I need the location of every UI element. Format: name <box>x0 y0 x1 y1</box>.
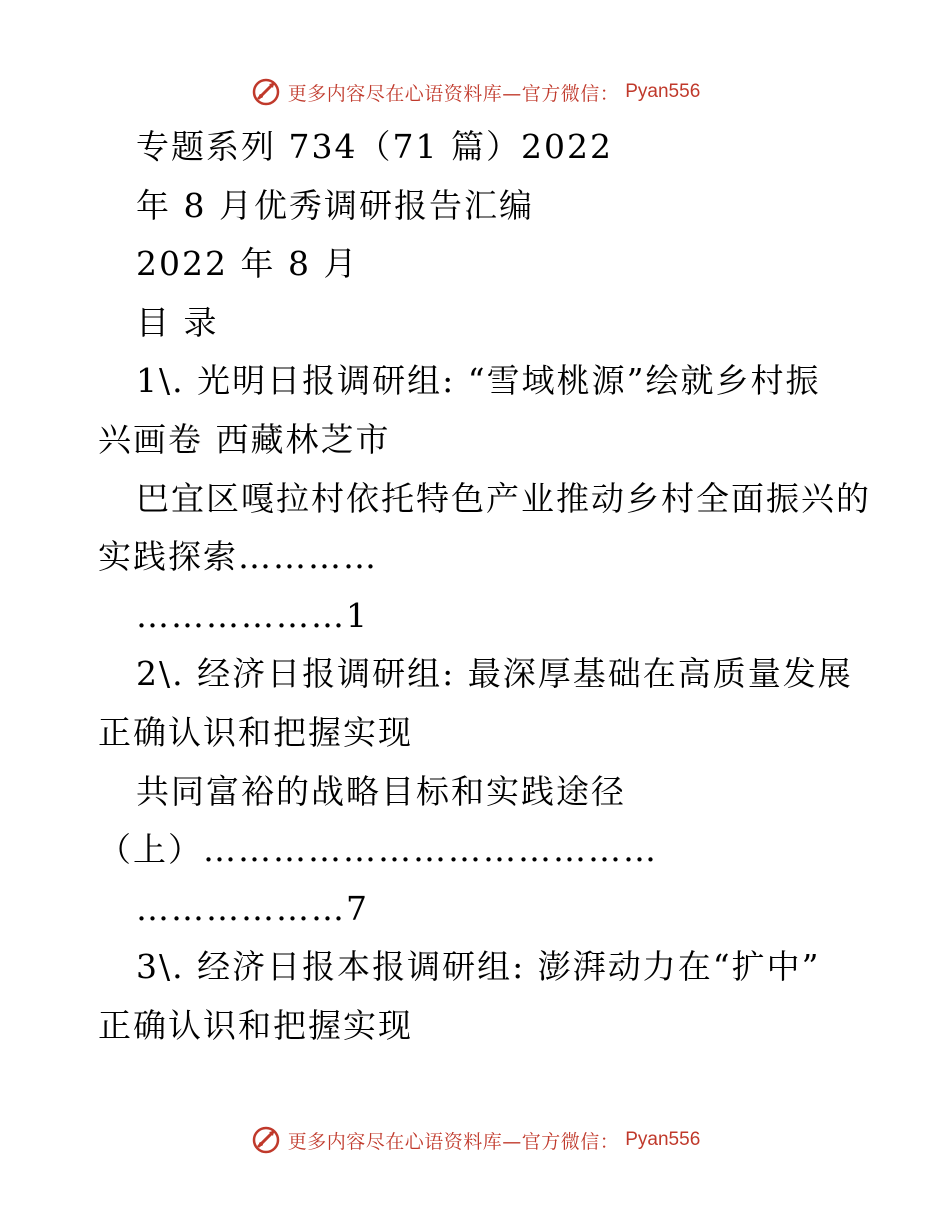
toc-entry-3-line-2: 正确认识和把握实现 <box>98 1005 413 1045</box>
toc-entry-2-line-4: （上）………………………………… <box>98 830 658 870</box>
watermark-text: 更多内容尽在心语资料库—官方微信： <box>287 82 620 105</box>
watermark-wechat-id: Pyan556 <box>625 1129 701 1150</box>
doc-title-line-1: 专题系列 734（71 篇）2022 <box>136 127 613 166</box>
watermark-text: 更多内容尽在心语资料库—官方微信： <box>287 1130 620 1153</box>
toc-entry-2-page: ………………7 <box>136 888 369 928</box>
toc-entry-1-line-1: 1\. 光明日报调研组: “雪域桃源”绘就乡村振 <box>136 361 821 401</box>
document-body <box>98 118 871 1056</box>
quill-logo-icon <box>250 76 282 108</box>
toc-entry-2-line-2: 正确认识和把握实现 <box>98 712 413 752</box>
watermark-wechat-id: Pyan556 <box>625 81 701 102</box>
watermark-header <box>0 72 950 112</box>
toc-entry-2-line-1: 2\. 经济日报调研组: 最深厚基础在高质量发展 <box>136 654 853 694</box>
toc-entry-1-line-3: 巴宜区嘎拉村依托特色产业推动乡村全面振兴的 <box>136 478 871 518</box>
toc-heading: 目 录 <box>136 302 219 342</box>
doc-date: 2022 年 8 月 <box>136 244 359 284</box>
quill-logo-icon <box>250 1124 282 1156</box>
toc-entry-3-line-1: 3\. 经济日报本报调研组: 澎湃动力在“扩中” <box>136 947 821 987</box>
toc-entry-2-line-3: 共同富裕的战略目标和实践途径 <box>136 771 626 811</box>
toc-entry-1-line-2: 兴画卷 西藏林芝市 <box>98 419 391 459</box>
toc-entry-1-line-4: 实践探索………… <box>98 537 378 577</box>
watermark-footer <box>0 1120 950 1160</box>
doc-title-line-2: 年 8 月优秀调研报告汇编 <box>136 185 534 225</box>
toc-entry-1-page: ………………1 <box>136 595 369 635</box>
